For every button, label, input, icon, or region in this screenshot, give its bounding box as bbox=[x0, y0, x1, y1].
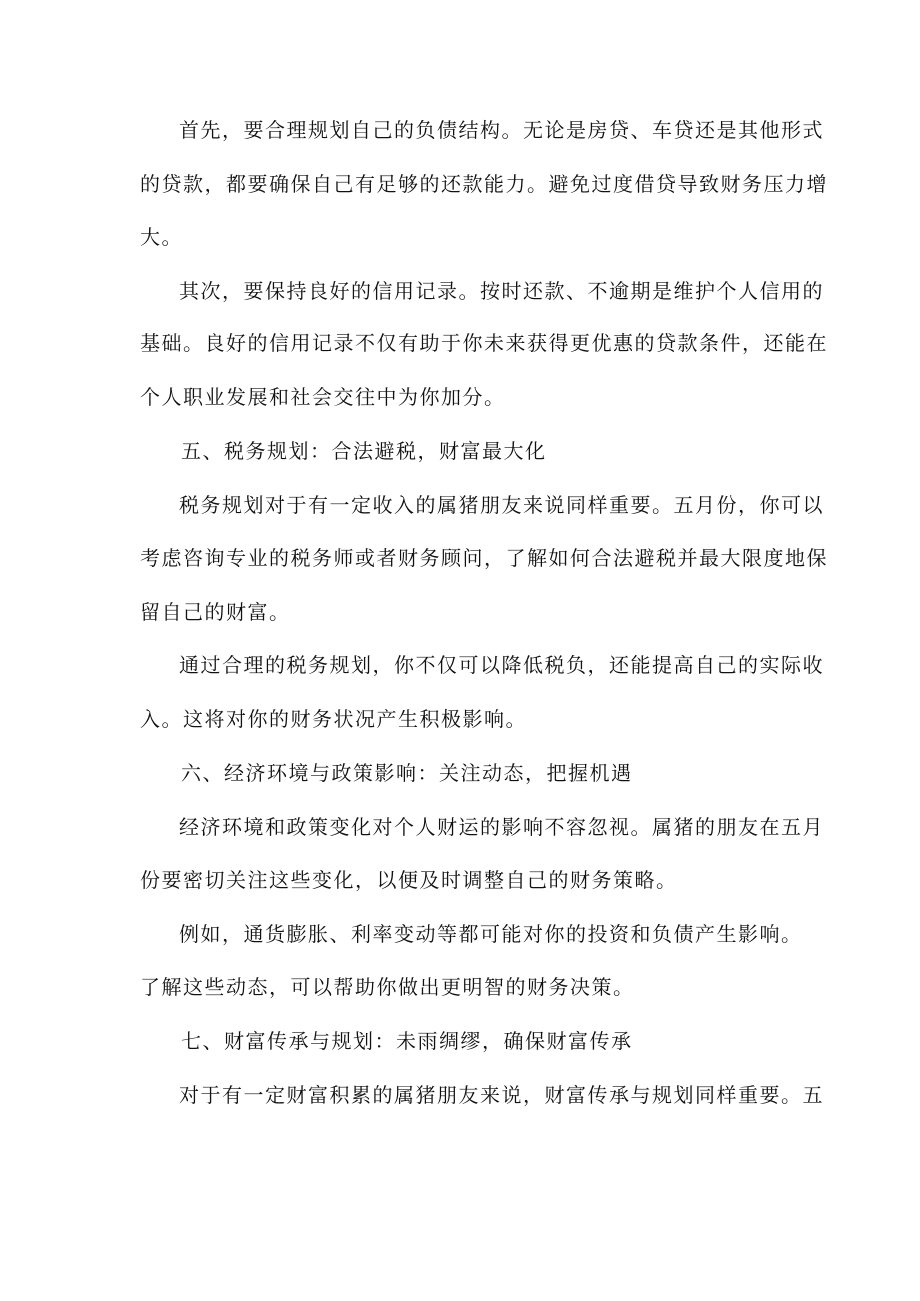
paragraph-line: 了解这些动态，可以帮助你做出更明智的财务决策。 bbox=[140, 975, 635, 999]
paragraph-line: 的贷款，都要确保自己有足够的还款能力。避免过度借贷导致财务压力增 bbox=[140, 172, 828, 196]
section-heading: 七、财富传承与规划：未雨绸缪，确保财富传承 bbox=[181, 1029, 633, 1053]
paragraph-line: 留自己的财富。 bbox=[140, 600, 291, 624]
paragraph-line: 其次，要保持良好的信用记录。按时还款、不逾期是维护个人信用的 bbox=[179, 279, 824, 303]
paragraph-line: 个人职业发展和社会交往中为你加分。 bbox=[140, 385, 506, 409]
paragraph-line: 大。 bbox=[140, 225, 183, 249]
paragraph-line: 通过合理的税务规划，你不仅可以降低税负，还能提高自己的实际收 bbox=[179, 653, 824, 677]
paragraph-line: 入。这将对你的财务状况产生积极影响。 bbox=[140, 707, 527, 731]
paragraph-line: 份要密切关注这些变化，以便及时调整自己的财务策略。 bbox=[140, 868, 678, 892]
paragraph-line: 考虑咨询专业的税务师或者财务顾问，了解如何合法避税并最大限度地保 bbox=[140, 546, 828, 570]
section-heading: 六、经济环境与政策影响：关注动态，把握机遇 bbox=[181, 761, 633, 785]
paragraph-line: 例如，通货膨胀、利率变动等都可能对你的投资和负债产生影响。 bbox=[179, 922, 803, 946]
paragraph-line: 税务规划对于有一定收入的属猪朋友来说同样重要。五月份，你可以 bbox=[179, 493, 824, 517]
paragraph-line: 首先，要合理规划自己的负债结构。无论是房贷、车贷还是其他形式 bbox=[179, 118, 824, 142]
paragraph-line: 对于有一定财富积累的属猪朋友来说，财富传承与规划同样重要。五 bbox=[179, 1083, 824, 1107]
section-heading: 五、税务规划：合法避税，财富最大化 bbox=[181, 439, 547, 463]
paragraph-line: 基础。良好的信用记录不仅有助于你未来获得更优惠的贷款条件，还能在 bbox=[140, 331, 828, 355]
paragraph-line: 经济环境和政策变化对个人财运的影响不容忽视。属猪的朋友在五月 bbox=[179, 815, 824, 839]
